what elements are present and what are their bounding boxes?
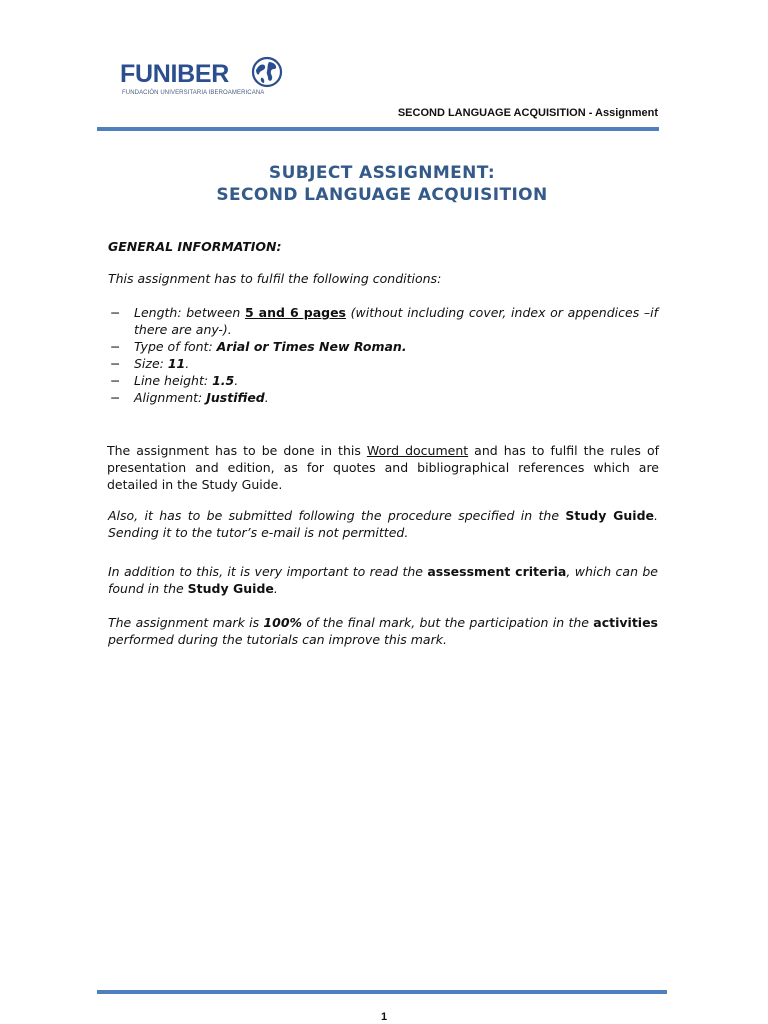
condition-text: Line height: bbox=[134, 373, 213, 388]
funiber-logo bbox=[120, 56, 295, 100]
condition-text: . bbox=[185, 356, 190, 371]
mark-percent: 100% bbox=[263, 615, 303, 630]
footer-rule bbox=[97, 990, 667, 994]
paragraph-mark bbox=[108, 614, 658, 648]
globe-icon bbox=[251, 56, 283, 88]
title-line-1: SUBJECT ASSIGNMENT: bbox=[268, 163, 496, 183]
condition-text: Size: bbox=[134, 356, 168, 371]
condition-text: Type of font: bbox=[134, 339, 217, 354]
paragraph-text: . bbox=[273, 581, 278, 596]
intro-text: This assignment has to fulfil the following conditions: bbox=[108, 271, 442, 286]
paragraph-text: . Sending it to the tutor’s e-mail is not permitted. bbox=[108, 508, 658, 540]
condition-item bbox=[108, 304, 658, 338]
paragraph-text: , which can be found in the bbox=[108, 564, 658, 596]
condition-text: . bbox=[234, 373, 239, 388]
logo-subtitle: FUNDACIÓN UNIVERSITARIA IBEROAMERICANA bbox=[122, 90, 265, 96]
condition-item bbox=[108, 355, 658, 372]
dash-marker: − bbox=[110, 305, 121, 320]
word-document-link: Word document bbox=[366, 443, 469, 458]
paragraph-text: The assignment mark is bbox=[108, 615, 264, 630]
running-header-title: SECOND LANGUAGE ACQUISITION - Assignment bbox=[397, 107, 658, 119]
condition-text: . bbox=[264, 390, 269, 405]
dash-marker: − bbox=[110, 373, 121, 388]
condition-value: Justified bbox=[206, 390, 265, 405]
condition-text: Length: between bbox=[134, 305, 245, 320]
paragraph-assessment bbox=[108, 563, 658, 597]
condition-text: Alignment: bbox=[134, 390, 207, 405]
paragraph-submission bbox=[108, 507, 658, 541]
paragraph-text: of the final mark, but the participation in the bbox=[302, 615, 594, 630]
header-rule bbox=[97, 127, 659, 131]
page-number: 1 bbox=[380, 1011, 388, 1023]
paragraph-text: In addition to this, it is very important to read the bbox=[108, 564, 428, 579]
dash-marker: − bbox=[110, 390, 121, 405]
condition-value: 1.5 bbox=[212, 373, 235, 388]
conditions-list bbox=[108, 304, 658, 406]
condition-value: Arial or Times New Roman. bbox=[216, 339, 407, 354]
logo-text: FUNIBER bbox=[120, 60, 230, 88]
condition-item bbox=[108, 338, 658, 355]
condition-item bbox=[108, 389, 658, 406]
condition-text: (without including cover, index or appendices –if there are any-). bbox=[134, 305, 659, 337]
condition-value: 5 and 6 pages bbox=[244, 305, 347, 320]
assessment-criteria-ref: assessment criteria bbox=[427, 564, 567, 579]
dash-marker: − bbox=[110, 356, 121, 371]
condition-item bbox=[108, 372, 658, 389]
condition-value: 11 bbox=[167, 356, 186, 371]
paragraph-text: performed during the tutorials can improve this mark. bbox=[108, 632, 447, 647]
paragraph-word-document bbox=[107, 442, 659, 493]
section-heading: GENERAL INFORMATION: bbox=[108, 239, 282, 254]
dash-marker: − bbox=[110, 339, 121, 354]
paragraph-text: and has to fulfil the rules of presentation and edition, as for quotes and bibliographical references which are detailed in the Study Guide. bbox=[107, 443, 659, 492]
study-guide-ref: Study Guide bbox=[565, 508, 655, 523]
paragraph-text: The assignment has to be done in this bbox=[107, 443, 367, 458]
study-guide-ref: Study Guide bbox=[187, 581, 274, 596]
paragraph-text: Also, it has to be submitted following the procedure specified in the bbox=[108, 508, 566, 523]
activities-ref: activities bbox=[593, 615, 658, 630]
title-line-2: SECOND LANGUAGE ACQUISITION bbox=[216, 185, 548, 205]
